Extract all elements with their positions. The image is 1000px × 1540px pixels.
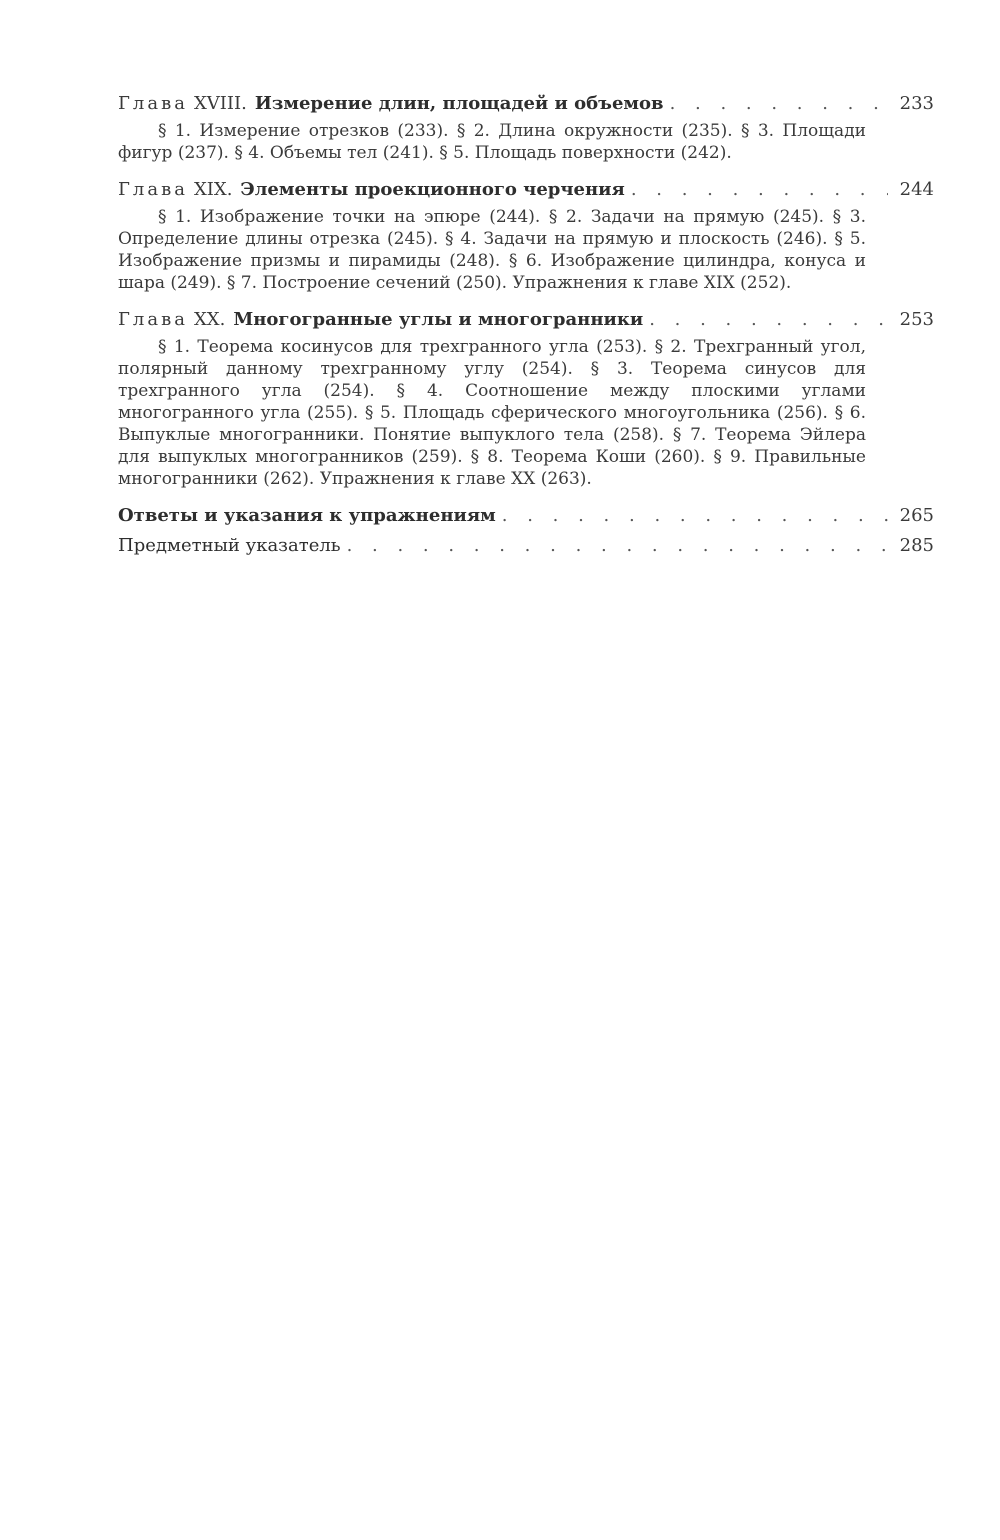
index-title: Предметный указатель	[118, 535, 341, 556]
chapter-numeral: XIX.	[193, 179, 233, 200]
chapter-heading-line	[118, 308, 934, 332]
toc-entry-answers	[118, 504, 934, 528]
index-heading-line	[118, 534, 934, 558]
chapter-numeral: XX.	[193, 309, 226, 330]
dot-leader	[670, 92, 888, 116]
toc-entry-chapter-20	[118, 308, 934, 490]
toc-entry-index	[118, 534, 934, 558]
page-number: 285	[899, 535, 934, 556]
chapter-prefix: Глава	[118, 309, 188, 330]
chapter-prefix: Глава	[118, 93, 188, 114]
dot-leader	[631, 178, 888, 202]
page-number: 244	[899, 179, 934, 200]
chapter-prefix: Глава	[118, 179, 188, 200]
dot-leader	[649, 308, 888, 332]
chapter-sections: § 1. Теорема косинусов для трехгранного угла (253). § 2. Трехгранный угол, полярный данному трехгранному углу (254). § 3. Теорема синусов для трехгранного угла (254). § 4. Соотношение между плоскими углами многогранного угла (255). § 5. Площадь сферического многоугольника (256). § 6. Выпуклые многогранники. Понятие выпуклого тела (258). § 7. Теорема Эйлера для выпуклых многогранников (259). § 8. Теорема Коши (260). § 9. Правильные многогранники (262). Упражнения к главе XX (263).	[118, 337, 866, 489]
answers-heading-line	[118, 504, 934, 528]
toc-entry-chapter-18	[118, 92, 934, 164]
chapter-title: Измерение длин, площадей и объемов	[254, 93, 664, 114]
chapter-sections: § 1. Изображение точки на эпюре (244). § 2. Задачи на прямую (245). § 3. Определение длины отрезка (245). § 4. Задачи на прямую и плоскость (246). § 5. Изображение призмы и пирамиды (248). § 6. Изображение цилиндра, конуса и шара (249). § 7. Построение сечений (250). Упражнения к главе XIX (252).	[118, 207, 866, 293]
dot-leader	[347, 534, 888, 558]
chapter-numeral: XVIII.	[193, 93, 247, 114]
chapter-sections: § 1. Измерение отрезков (233). § 2. Длина окружности (235). § 3. Площади фигур (237). § 4. Объемы тел (241). § 5. Площадь поверхности (242).	[118, 121, 866, 163]
page-number: 233	[899, 93, 934, 114]
dot-leader	[502, 504, 888, 528]
toc-entry-chapter-19	[118, 178, 934, 294]
answers-title: Ответы и указания к упражнениям	[118, 505, 496, 526]
table-of-contents	[118, 92, 934, 572]
chapter-title: Многогранные углы и многогранники	[233, 309, 644, 330]
chapter-heading-line	[118, 92, 934, 116]
chapter-heading-line	[118, 178, 934, 202]
page-number: 265	[899, 505, 934, 526]
page-number: 253	[899, 309, 934, 330]
chapter-title: Элементы проекционного черчения	[240, 179, 625, 200]
